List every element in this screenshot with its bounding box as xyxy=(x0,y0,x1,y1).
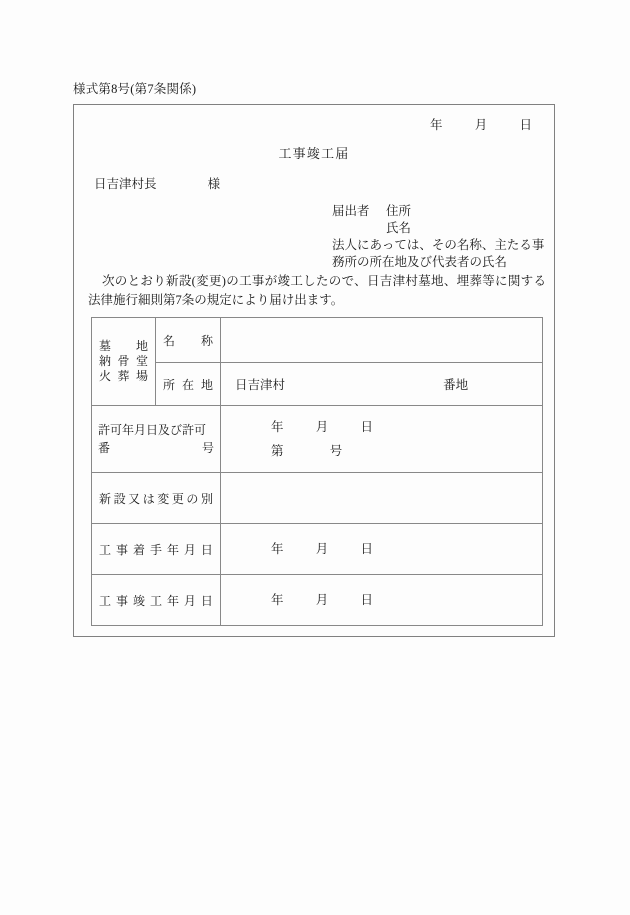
kind-label-cell xyxy=(92,473,221,524)
location-sub-b: 在 xyxy=(181,377,194,392)
completion-date-ch-4: 工 xyxy=(149,593,162,608)
applicant-corporate-note-line1: 法人にあっては、その名称、主たる事 xyxy=(332,238,545,252)
kind-value xyxy=(221,490,542,506)
applicant-address-label: 住所 xyxy=(386,204,412,218)
completion-date-ch-3: 竣 xyxy=(132,593,145,608)
name-sub-a: 名 xyxy=(163,333,176,348)
applicant-name-row xyxy=(332,220,544,237)
kind-label xyxy=(92,481,220,516)
location-value xyxy=(221,366,542,402)
permit-value xyxy=(221,406,542,472)
start-date-line xyxy=(271,537,542,561)
completion-date-ch-5: 年 xyxy=(166,593,179,608)
location-value-cell[interactable] xyxy=(221,363,543,406)
permit-label-gou: 号 xyxy=(201,441,214,455)
permit-label-cell xyxy=(92,406,221,473)
completion-date-value xyxy=(221,579,542,621)
location-sub-c: 地 xyxy=(200,377,213,392)
completion-date-label-cell xyxy=(92,575,221,626)
category-2-c: 堂 xyxy=(135,354,148,368)
document-title: 工事竣工届 xyxy=(278,146,350,161)
permit-label-line1: 許可年月日及び許可 xyxy=(98,423,207,437)
completion-month-label: 月 xyxy=(315,593,329,607)
start-day-label: 日 xyxy=(360,542,374,556)
permit-day-label: 日 xyxy=(360,420,374,434)
table-row-name xyxy=(92,318,543,363)
permit-dai-label: 第 xyxy=(271,444,284,458)
name-sub-b: 称 xyxy=(200,333,213,348)
start-date-ch-7: 日 xyxy=(200,542,213,557)
completion-date-value-cell[interactable] xyxy=(221,575,543,626)
kind-ch-7: の xyxy=(186,491,199,506)
name-sub-label-text xyxy=(163,332,213,349)
category-1-b: 地 xyxy=(135,339,148,353)
location-sub-label-cell xyxy=(156,363,221,406)
completion-day-label: 日 xyxy=(360,593,374,607)
addressee-line xyxy=(94,174,220,192)
category-2-b: 骨 xyxy=(117,354,130,368)
category-line-2 xyxy=(99,354,148,369)
category-3-b: 葬 xyxy=(117,369,130,383)
location-sub-label-text xyxy=(163,376,213,393)
location-banchi-label: 番地 xyxy=(443,378,469,392)
facility-category-cell xyxy=(92,318,156,406)
table-row-kind xyxy=(92,473,543,524)
permit-value-cell[interactable] xyxy=(221,406,543,473)
table-row-start-date xyxy=(92,524,543,575)
kind-ch-8: 別 xyxy=(200,491,213,506)
applicant-label: 届出者 xyxy=(332,204,370,218)
form-number-heading: 様式第8号(第7条関係) xyxy=(73,82,197,96)
start-date-ch-2: 事 xyxy=(115,542,128,557)
completion-date-label xyxy=(92,583,220,618)
table-row-completion-date xyxy=(92,575,543,626)
start-year-label: 年 xyxy=(271,542,284,556)
location-village: 日吉津村 xyxy=(235,378,286,392)
permit-label-line2 xyxy=(98,439,214,457)
applicant-corporate-note-line2: 務所の所在地及び代表者の氏名 xyxy=(332,255,508,269)
kind-value-cell[interactable] xyxy=(221,473,543,524)
addressee-name: 日吉津村長 xyxy=(94,177,157,191)
form-table xyxy=(91,317,543,626)
category-line-3 xyxy=(99,369,148,384)
table-row-location xyxy=(92,363,543,406)
kind-ch-3: 又 xyxy=(128,491,141,506)
start-month-label: 月 xyxy=(315,542,329,556)
category-line-1 xyxy=(99,339,148,354)
kind-ch-2: 設 xyxy=(113,491,126,506)
permit-number-line xyxy=(271,439,542,463)
kind-ch-6: 更 xyxy=(171,491,184,506)
kind-ch-4: は xyxy=(142,491,155,506)
permit-month-label: 月 xyxy=(315,420,329,434)
category-3-c: 場 xyxy=(135,369,148,383)
completion-date-ch-7: 日 xyxy=(200,593,213,608)
start-date-ch-5: 年 xyxy=(166,542,179,557)
start-date-label-cell xyxy=(92,524,221,575)
completion-date-line xyxy=(271,588,542,612)
start-date-ch-1: 工 xyxy=(99,542,112,557)
start-date-label xyxy=(92,532,220,567)
start-date-value xyxy=(221,528,542,570)
permit-label-ban: 番 xyxy=(98,441,111,455)
start-date-ch-6: 月 xyxy=(183,542,196,557)
completion-date-ch-2: 事 xyxy=(115,593,128,608)
start-date-value-cell[interactable] xyxy=(221,524,543,575)
name-value-cell[interactable] xyxy=(221,318,543,363)
start-date-ch-3: 着 xyxy=(132,542,145,557)
completion-date-ch-1: 工 xyxy=(99,593,112,608)
location-sub-label xyxy=(156,370,220,399)
kind-ch-1: 新 xyxy=(99,491,112,506)
applicant-block xyxy=(332,203,544,271)
permit-date-line xyxy=(271,415,542,439)
date-line xyxy=(430,115,532,133)
kind-ch-5: 変 xyxy=(157,491,170,506)
category-1-a: 墓 xyxy=(99,339,112,353)
completion-year-label: 年 xyxy=(271,593,284,607)
category-3-a: 火 xyxy=(99,369,112,383)
form-frame xyxy=(73,104,555,637)
permit-label xyxy=(92,414,220,464)
name-value xyxy=(221,332,542,348)
category-2-a: 納 xyxy=(99,354,112,368)
location-sub-a: 所 xyxy=(163,377,176,392)
applicant-address-row xyxy=(332,203,544,220)
body-paragraph-text: 次のとおり新設(変更)の工事が竣工したので、日吉津村墓地、埋葬等に関する法律施行細則第7条の規定により届け出ます。 xyxy=(88,274,546,307)
table-row-permit xyxy=(92,406,543,473)
date-year-label: 年 xyxy=(429,118,443,132)
applicant-name-label: 氏名 xyxy=(386,221,412,235)
permit-gou-label: 号 xyxy=(329,444,343,458)
start-date-ch-4: 手 xyxy=(149,542,162,557)
date-day-label: 日 xyxy=(519,118,532,132)
date-month-label: 月 xyxy=(474,118,488,132)
name-sub-label-cell xyxy=(156,318,221,363)
permit-year-label: 年 xyxy=(271,420,284,434)
facility-category-stack xyxy=(92,333,155,390)
name-sub-label xyxy=(156,326,220,355)
completion-date-ch-6: 月 xyxy=(183,593,196,608)
body-paragraph xyxy=(88,272,546,309)
addressee-honorific: 様 xyxy=(207,177,221,191)
